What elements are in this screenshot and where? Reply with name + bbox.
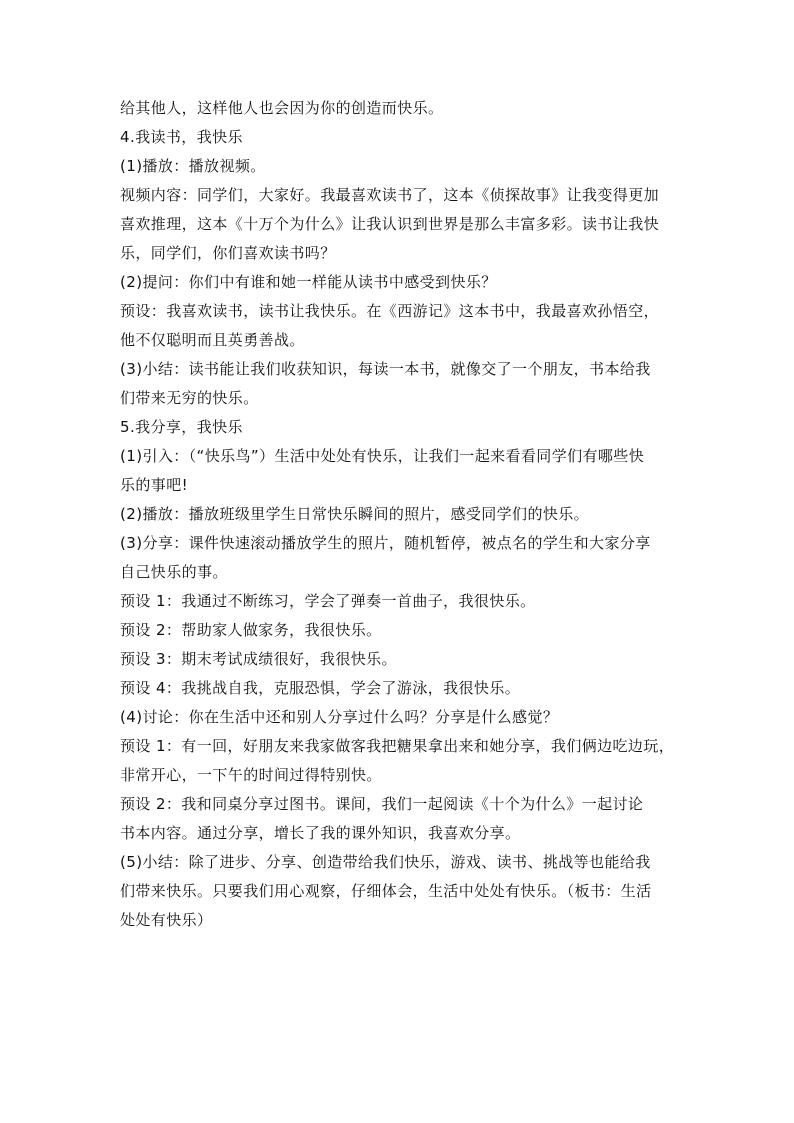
- text-line: (5)小结：除了进步、分享、创造带给我们快乐，游戏、读书、挑战等也能给我: [120, 853, 651, 871]
- document-body: [120, 94, 680, 935]
- text-line: 预设 4：我挑战自我，克服恐惧，学会了游泳，我很快乐。: [120, 679, 521, 697]
- text-line: 预设：我喜欢读书，读书让我快乐。在《西游记》这本书中，我最喜欢孙悟空，: [120, 302, 660, 320]
- text-line: (3)分享：课件快速滚动播放学生的照片，随机暂停，被点名的学生和大家分享: [120, 534, 651, 552]
- text-line: (2)播放：播放班级里学生日常快乐瞬间的照片，感受同学们的快乐。: [120, 505, 590, 523]
- text-line: (1)播放：播放视频。: [120, 157, 266, 175]
- text-line: 给其他人，这样他人也会因为你的创造而快乐。: [120, 99, 444, 117]
- text-line: 乐，同学们，你们喜欢读书吗？: [120, 244, 336, 262]
- text-line: 预设 1：我通过不断练习，学会了弹奏一首曲子，我很快乐。: [120, 592, 536, 610]
- text-line: (4)讨论：你在生活中还和别人分享过什么吗？分享是什么感觉？: [120, 708, 559, 726]
- text-line: 书本内容。通过分享，增长了我的课外知识，我喜欢分享。: [120, 824, 521, 842]
- text-line: 他不仅聪明而且英勇善战。: [120, 331, 305, 349]
- section-heading: 4.我读书，我快乐: [120, 128, 243, 146]
- text-line: 预设 3：期末考试成绩很好，我很快乐。: [120, 650, 397, 668]
- text-line: 视频内容：同学们，大家好。我最喜欢读书了，这本《侦探故事》让我变得更加: [120, 186, 660, 204]
- text-line: 们带来无穷的快乐。: [120, 389, 259, 407]
- text-line: 非常开心，一下午的时间过得特别快。: [120, 766, 382, 784]
- text-line: 自己快乐的事。: [120, 563, 228, 581]
- text-line: 喜欢推理，这本《十万个为什么》让我认识到世界是那么丰富多彩。读书让我快: [120, 215, 660, 233]
- section-heading: 5.我分享，我快乐: [120, 418, 243, 436]
- text-line: (1)引入：（“快乐鸟”）生活中处处有快乐，让我们一起来看看同学们有哪些快: [120, 447, 645, 465]
- text-line: (3)小结：读书能让我们收获知识，每读一本书，就像交了一个朋友，书本给我: [120, 360, 651, 378]
- text-line: 预设 1：有一回，好朋友来我家做客我把糖果拿出来和她分享，我们俩边吃边玩，: [120, 737, 675, 755]
- text-line: (2)提问：你们中有谁和她一样能从读书中感受到快乐？: [120, 273, 497, 291]
- text-line: 们带来快乐。只要我们用心观察，仔细体会，生活中处处有快乐。（板书：生活: [120, 882, 652, 900]
- text-line: 处处有快乐）: [120, 911, 213, 929]
- text-line: 乐的事吧!: [120, 476, 189, 494]
- text-line: 预设 2：帮助家人做家务，我很快乐。: [120, 621, 382, 639]
- text-line: 预设 2：我和同桌分享过图书。课间，我们一起阅读《十个为什么》一起讨论: [120, 795, 644, 813]
